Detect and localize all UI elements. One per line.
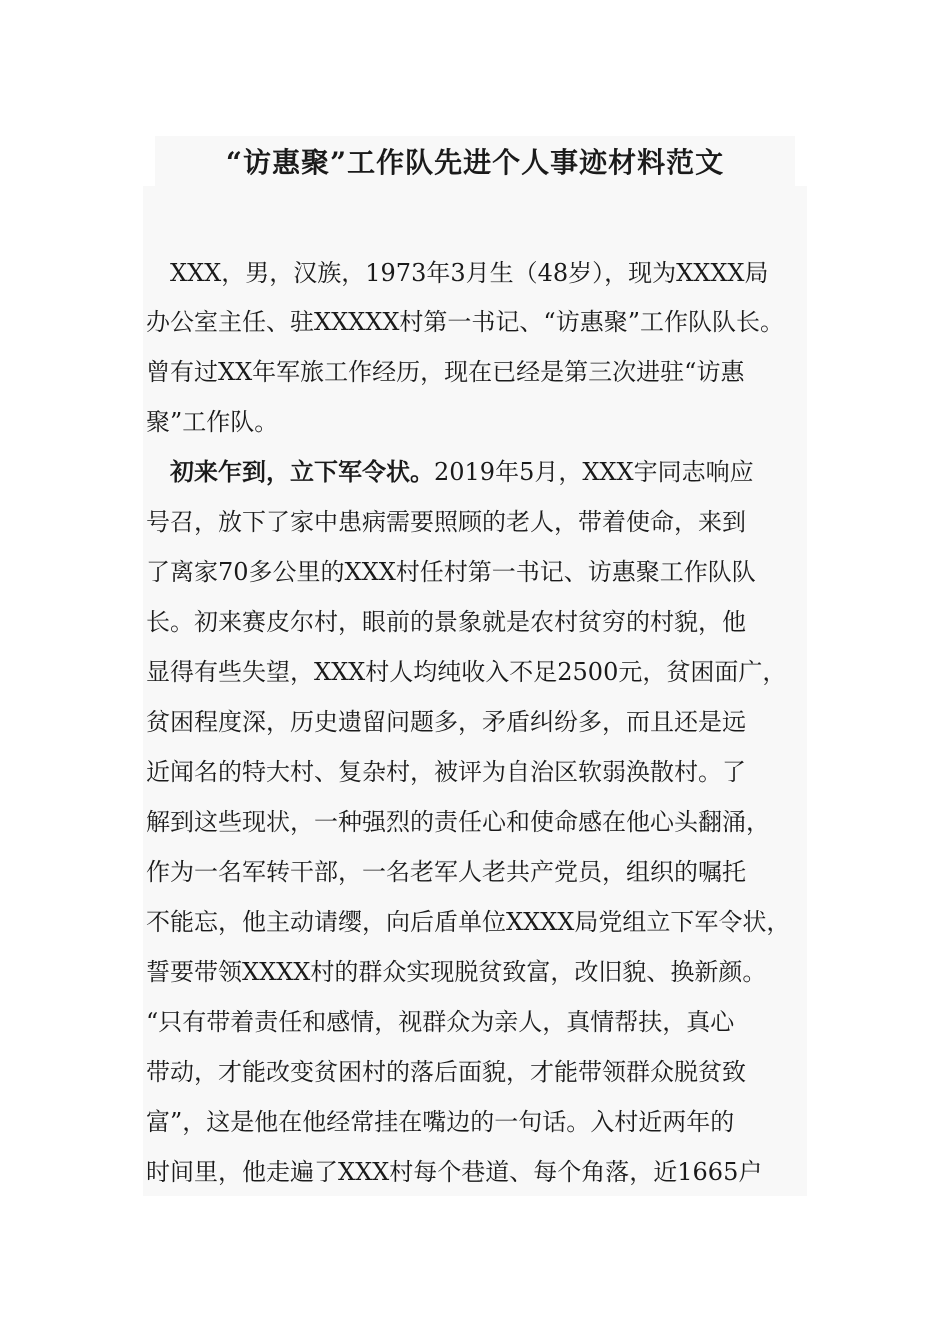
paragraph-line: 办公室主任、驻XXXXX村第一书记、“访惠聚”工作队队长。 (146, 308, 784, 336)
paragraph-line: 不能忘，他主动请缨，向后盾单位XXXX局党组立下军令状， (146, 908, 791, 936)
paragraph-line: 曾有过XX年军旅工作经历，现在已经是第三次进驻“访惠 (146, 358, 745, 386)
paragraph-line: 誓要带领XXXX村的群众实现脱贫致富，改旧貌、换新颜。 (146, 958, 767, 986)
body-background (143, 186, 807, 1196)
section-lead-heading: 初来乍到，立下军令状。 (146, 457, 434, 486)
paragraph-line: 显得有些失望，XXX村人均纯收入不足2500元，贫困面广， (146, 658, 787, 686)
paragraph-line: 近闻名的特大村、复杂村，被评为自治区软弱涣散村。了 (146, 758, 746, 786)
paragraph-line: XXX，男，汉族，1973年3月生（48岁），现为XXXX局 (146, 259, 769, 287)
paragraph-line: “只有带着责任和感情，视群众为亲人，真情帮扶，真心 (146, 1008, 735, 1036)
paragraph-text: 2019年5月，XXX宇同志响应 (434, 458, 754, 486)
paragraph-line: 作为一名军转干部，一名老军人老共产党员，组织的嘱托 (146, 858, 746, 886)
document-title: “访惠聚”工作队先进个人事迹材料范文 (225, 146, 725, 179)
paragraph-line: 聚”工作队。 (146, 408, 279, 436)
paragraph-line: 时间里，他走遍了XXX村每个巷道、每个角落，近1665户 (146, 1158, 763, 1186)
paragraph-line (146, 457, 754, 487)
paragraph-line: 了离家70多公里的XXX村任村第一书记、访惠聚工作队队 (146, 558, 756, 586)
paragraph-line: 长。初来赛皮尔村，眼前的景象就是农村贫穷的村貌，他 (146, 608, 746, 636)
paragraph-line: 带动，才能改变贫困村的落后面貌，才能带领群众脱贫致 (146, 1058, 746, 1086)
paragraph-line: 号召，放下了家中患病需要照顾的老人，带着使命，来到 (146, 508, 746, 536)
paragraph-line: 富”，这是他在他经常挂在嘴边的一句话。入村近两年的 (146, 1108, 735, 1136)
paragraph-line: 解到这些现状，一种强烈的责任心和使命感在他心头翻涌， (146, 808, 770, 836)
paragraph-line: 贫困程度深，历史遗留问题多，矛盾纠纷多，而且还是远 (146, 708, 746, 736)
